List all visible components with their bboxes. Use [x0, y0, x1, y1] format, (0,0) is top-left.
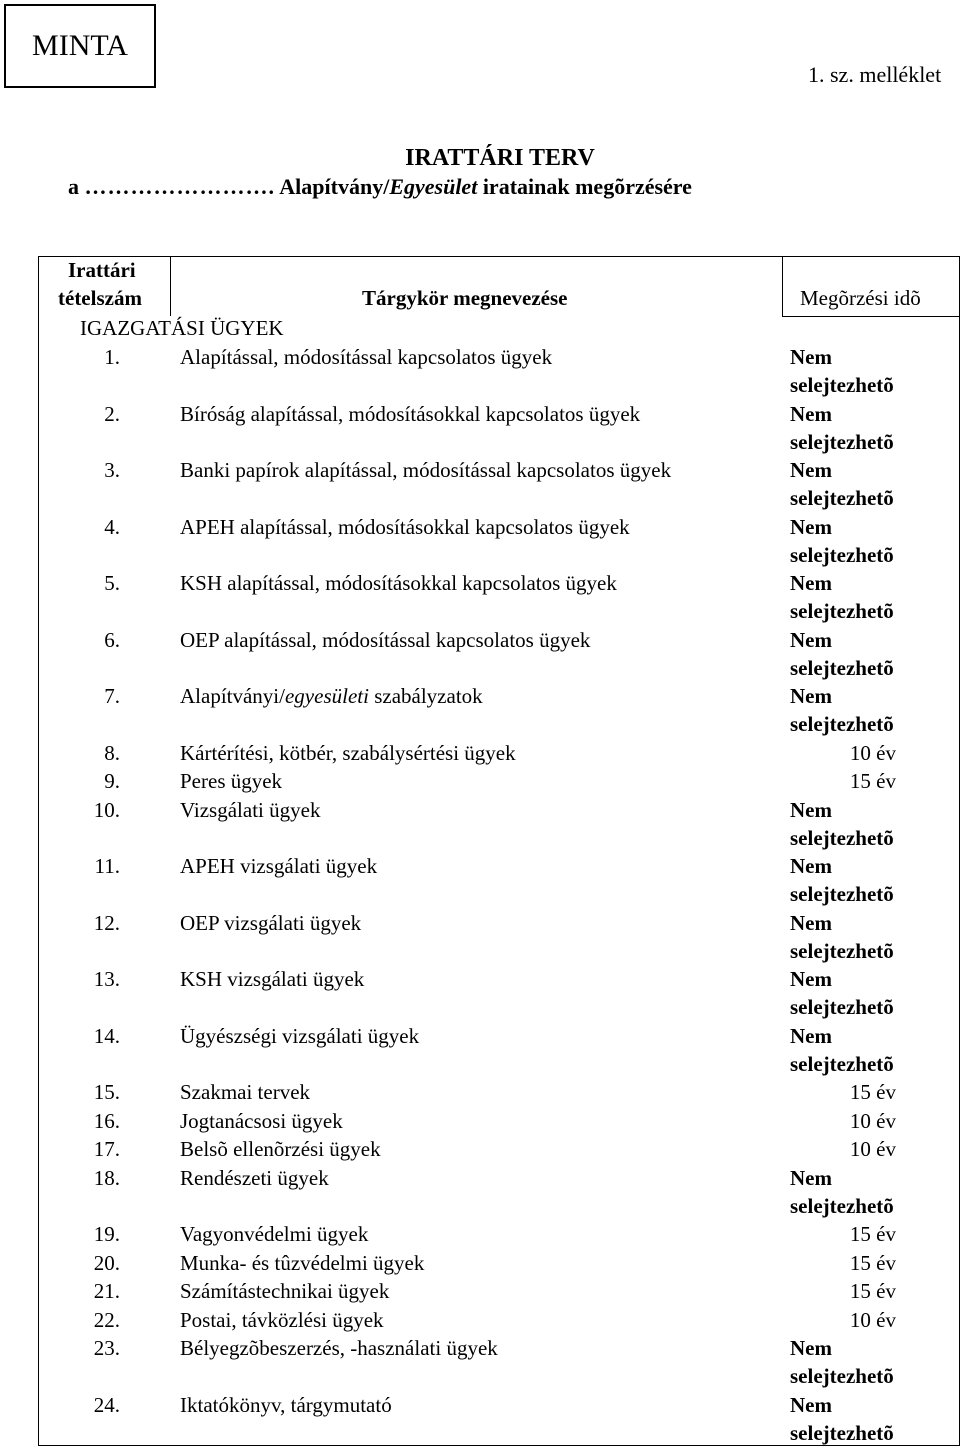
header-col-number-line1: Irattári: [68, 258, 136, 282]
row-subject: Bíróság alapítással, módosításokkal kapcsolatos ügyek: [180, 402, 641, 426]
subtitle-suffix: iratainak megõrzésére: [477, 174, 692, 199]
row-subject: Vagyonvédelmi ügyek: [180, 1222, 369, 1246]
row-retention: [790, 626, 894, 682]
annex-label: 1. sz. melléklet: [808, 62, 942, 87]
retention-line: Nem: [790, 854, 832, 878]
retention-line: selejtezhetõ: [790, 1421, 894, 1445]
row-number: 17.: [93, 1137, 120, 1161]
row-retention: [790, 852, 894, 908]
row-retention: 10 év: [849, 1109, 896, 1133]
row-subject: Szakmai tervek: [180, 1080, 311, 1104]
row-subject-italic: egyesületi: [284, 684, 369, 708]
table-row: [0, 515, 960, 572]
row-subject: Számítástechnikai ügyek: [180, 1279, 390, 1303]
row-number: 13.: [93, 967, 120, 991]
table-row: [0, 1166, 960, 1223]
table-row: [0, 1024, 960, 1081]
retention-line: selejtezhetõ: [790, 1194, 894, 1218]
table-row: [0, 798, 960, 855]
subtitle-italic: Egyesület: [389, 174, 478, 199]
retention-line: selejtezhetõ: [790, 712, 894, 736]
row-number: 22.: [93, 1308, 120, 1332]
row-retention: 15 év: [849, 1279, 896, 1303]
retention-line: selejtezhetõ: [790, 430, 894, 454]
row-retention: [790, 456, 894, 512]
retention-line: selejtezhetõ: [790, 939, 894, 963]
table-row: [0, 1393, 960, 1450]
table-row: [0, 1279, 960, 1308]
row-number: 18.: [93, 1166, 120, 1190]
subtitle-middle: Alapítvány/: [275, 174, 390, 199]
retention-line: Nem: [790, 628, 832, 652]
retention-line: selejtezhetõ: [790, 882, 894, 906]
row-number: 3.: [104, 458, 120, 482]
row-retention: 10 év: [849, 741, 896, 765]
table-row: [0, 1251, 960, 1280]
row-subject: APEH alapítással, módosításokkal kapcsolatos ügyek: [180, 515, 630, 539]
retention-line: Nem: [790, 515, 832, 539]
subtitle-dots: …………………….: [84, 174, 275, 199]
row-subject: [180, 684, 483, 709]
retention-line: selejtezhetõ: [790, 599, 894, 623]
row-subject: Belsõ ellenõrzési ügyek: [180, 1137, 381, 1161]
retention-line: selejtezhetõ: [790, 373, 894, 397]
retention-line: Nem: [790, 571, 832, 595]
retention-line: Nem: [790, 684, 832, 708]
row-subject: KSH vizsgálati ügyek: [180, 967, 365, 991]
row-number: 4.: [104, 515, 120, 539]
row-subject: Munka- és tûzvédelmi ügyek: [180, 1251, 425, 1275]
table-row: [0, 1137, 960, 1166]
table-row: [0, 769, 960, 798]
row-number: 20.: [93, 1251, 120, 1275]
row-number: 16.: [93, 1109, 120, 1133]
row-subject: Jogtanácsosi ügyek: [180, 1109, 343, 1133]
row-subject: KSH alapítással, módosításokkal kapcsolatos ügyek: [180, 571, 617, 595]
row-subject: Rendészeti ügyek: [180, 1166, 329, 1190]
row-retention: [790, 513, 894, 569]
table-row: [0, 402, 960, 459]
row-subject: OEP vizsgálati ügyek: [180, 911, 362, 935]
row-subject-part: Alapítványi/: [180, 684, 285, 708]
row-subject: Bélyegzõbeszerzés, -használati ügyek: [180, 1336, 498, 1360]
header-col-retention: Megõrzési idõ: [800, 286, 921, 310]
retention-line: selejtezhetõ: [790, 486, 894, 510]
row-number: 15.: [93, 1080, 120, 1104]
row-number: 1.: [104, 345, 120, 369]
row-retention: [790, 1334, 894, 1390]
retention-line: Nem: [790, 967, 832, 991]
row-number: 8.: [104, 741, 120, 765]
retention-line: selejtezhetõ: [790, 1052, 894, 1076]
retention-line: selejtezhetõ: [790, 995, 894, 1019]
row-retention: [790, 400, 894, 456]
retention-line: Nem: [790, 1393, 832, 1417]
row-retention: [790, 682, 894, 738]
row-number: 9.: [104, 769, 120, 793]
row-number: 7.: [104, 684, 120, 708]
row-subject: Banki papírok alapítással, módosítással kapcsolatos ügyek: [180, 458, 672, 482]
row-subject: Peres ügyek: [180, 769, 283, 793]
header-col-number-line2: tételszám: [58, 286, 142, 310]
retention-line: Nem: [790, 911, 832, 935]
row-number: 21.: [93, 1279, 120, 1303]
row-retention: [790, 909, 894, 965]
row-number: 23.: [93, 1336, 120, 1360]
table-row: [0, 1222, 960, 1251]
row-number: 11.: [94, 854, 120, 878]
subtitle-prefix: a: [68, 174, 79, 199]
document-title: IRATTÁRI TERV: [405, 145, 595, 171]
row-number: 14.: [93, 1024, 120, 1048]
row-number: 24.: [93, 1393, 120, 1417]
row-number: 19.: [93, 1222, 120, 1246]
row-number: 10.: [93, 798, 120, 822]
row-retention: [790, 569, 894, 625]
row-subject: Iktatókönyv, tárgymutató: [180, 1393, 392, 1417]
row-retention: [790, 1164, 894, 1220]
header-col-subject: Tárgykör megnevezése: [362, 286, 568, 310]
table-row: [0, 571, 960, 628]
row-retention: 15 év: [849, 1080, 896, 1104]
section-heading: IGAZGATÁSI ÜGYEK: [80, 316, 284, 340]
row-subject: Kártérítési, kötbér, szabálysértési ügyek: [180, 741, 516, 765]
row-subject: Ügyészségi vizsgálati ügyek: [180, 1024, 420, 1048]
table-row: [0, 684, 960, 741]
row-retention: 10 év: [849, 1308, 896, 1332]
table-row: [0, 1080, 960, 1109]
row-subject: OEP alapítással, módosítással kapcsolatos ügyek: [180, 628, 591, 652]
row-number: 5.: [104, 571, 120, 595]
row-retention: [790, 796, 894, 852]
row-subject: Vizsgálati ügyek: [180, 798, 321, 822]
row-subject: Postai, távközlési ügyek: [180, 1308, 384, 1332]
row-retention: 15 év: [849, 1251, 896, 1275]
table-row: [0, 628, 960, 685]
row-retention: [790, 965, 894, 1021]
row-retention: 15 év: [849, 769, 896, 793]
table-row: [0, 1336, 960, 1393]
retention-line: Nem: [790, 1166, 832, 1190]
retention-line: Nem: [790, 798, 832, 822]
minta-stamp: MINTA: [4, 4, 156, 88]
row-subject: APEH vizsgálati ügyek: [180, 854, 378, 878]
retention-line: selejtezhetõ: [790, 1364, 894, 1388]
retention-line: selejtezhetõ: [790, 656, 894, 680]
retention-line: Nem: [790, 1024, 832, 1048]
row-retention: 10 év: [849, 1137, 896, 1161]
row-retention: 15 év: [849, 1222, 896, 1246]
table-row: [0, 458, 960, 515]
table-row: [0, 854, 960, 911]
row-subject: Alapítással, módosítással kapcsolatos ügyek: [180, 345, 553, 369]
row-number: 2.: [104, 402, 120, 426]
table-row: [0, 911, 960, 968]
retention-line: selejtezhetõ: [790, 543, 894, 567]
row-number: 6.: [104, 628, 120, 652]
row-retention: [790, 1022, 894, 1078]
table-row: [0, 345, 960, 402]
row-retention: [790, 343, 894, 399]
table-row: [0, 967, 960, 1024]
table-row: [0, 1109, 960, 1138]
row-number: 12.: [93, 911, 120, 935]
retention-line: Nem: [790, 402, 832, 426]
table-row: [0, 741, 960, 770]
table-row: [0, 1308, 960, 1337]
retention-line: Nem: [790, 345, 832, 369]
retention-line: Nem: [790, 458, 832, 482]
retention-line: Nem: [790, 1336, 832, 1360]
row-subject-part: szabályzatok: [368, 684, 483, 708]
retention-line: selejtezhetõ: [790, 826, 894, 850]
document-subtitle: [68, 174, 692, 200]
row-retention: [790, 1391, 894, 1447]
